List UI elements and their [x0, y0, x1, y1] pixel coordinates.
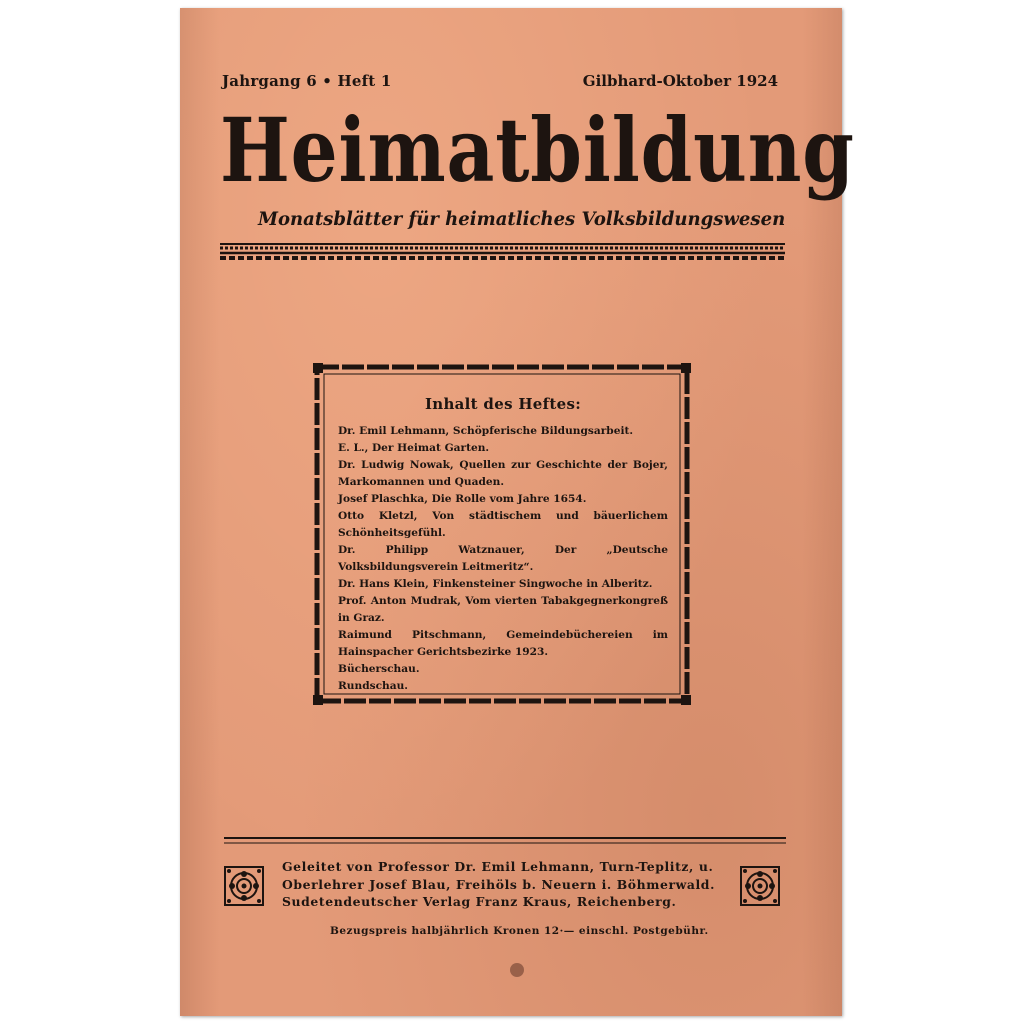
magazine-subtitle: Monatsblätter für heimatliches Volksbildungswesen: [258, 208, 786, 230]
toc-item: Dr. Ludwig Nowak, Quellen zur Geschichte der Bojer, Markomannen und Quaden.: [338, 459, 668, 488]
credits-line-3: Sudetendeutscher Verlag Franz Kraus, Reichenberg.: [282, 894, 677, 909]
toc-item: Raimund Pitschmann, Gemeindebüchereien im Hainspacher Gerichtsbezirke 1923.: [338, 629, 668, 658]
issue-number: Jahrgang 6 • Heft 1: [222, 72, 392, 90]
contents-list: [338, 383, 668, 695]
credits-line-2: Oberlehrer Josef Blau, Freihöls b. Neuern i. Böhmerwald.: [282, 876, 715, 892]
toc-item: Rundschau.: [338, 680, 408, 692]
credits-line-1: Geleitet von Professor Dr. Emil Lehmann, Turn-Teplitz, u.: [282, 859, 714, 874]
toc-item: Dr. Philipp Watznauer, Der „Deutsche Volksbildungsverein Leitmeritz“.: [338, 544, 668, 573]
magazine-cover: [180, 8, 855, 1016]
magazine-title: Heimatbildung: [220, 98, 855, 202]
header-ornamental-rule: [220, 242, 785, 264]
issue-date: Gilbhard-Oktober 1924: [582, 72, 778, 90]
contents-heading: Inhalt des Heftes:: [424, 395, 582, 413]
toc-item: Otto Kletzl, Von städtischem und bäuerlichem Schönheitsgefühl.: [338, 510, 668, 539]
toc-item: Josef Plaschka, Die Rolle vom Jahre 1654.: [338, 493, 587, 505]
paper-stain: [510, 963, 524, 977]
toc-item: Bücherschau.: [338, 663, 420, 675]
rosette-ornament-icon: [740, 866, 780, 906]
rosette-ornament-icon: [224, 866, 264, 906]
contents-frame: [313, 363, 691, 705]
editorial-credits: [282, 858, 728, 911]
footer-rule: [224, 836, 786, 846]
toc-item: Dr. Hans Klein, Finkensteiner Singwoche in Alberitz.: [338, 578, 653, 590]
toc-item: Prof. Anton Mudrak, Vom vierten Tabakgegnerkongreß in Graz.: [338, 595, 668, 624]
subscription-price: Bezugspreis halbjährlich Kronen 12·— einschl. Postgebühr.: [330, 925, 709, 937]
toc-item: Dr. Emil Lehmann, Schöpferische Bildungsarbeit.: [338, 425, 634, 437]
toc-item: E. L., Der Heimat Garten.: [338, 442, 490, 454]
